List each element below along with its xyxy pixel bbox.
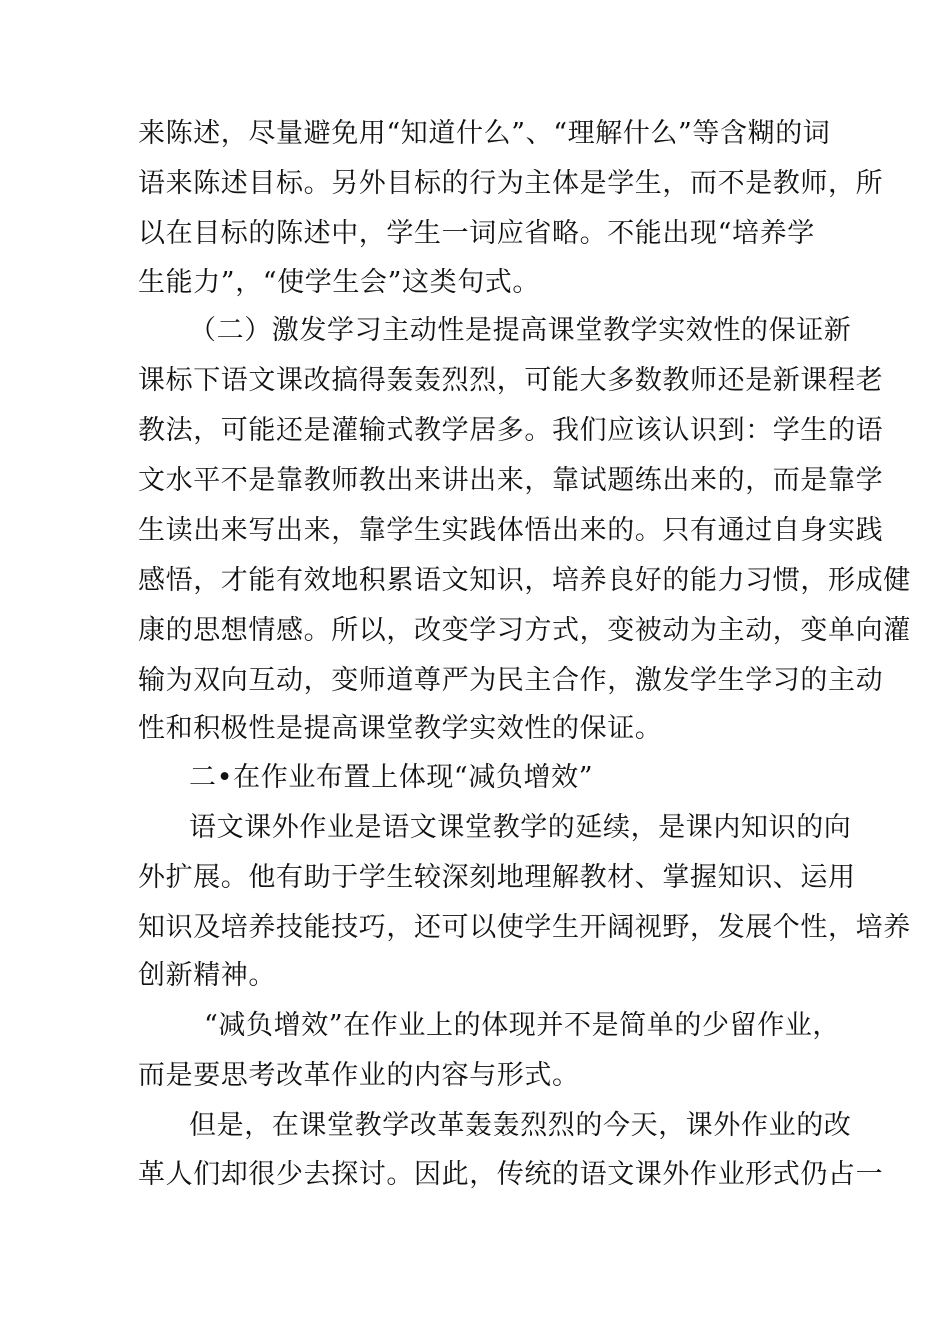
text-line: 创新精神。: [138, 960, 276, 991]
text-line: 输为双向互动，变师道尊严为民主合作，激发学生学习的主动: [138, 665, 884, 696]
text-line: 而是要思考改革作业的内容与形式。: [138, 1060, 580, 1091]
text-line: 以在目标的陈述中，学生一词应省略。不能出现“培养学: [138, 218, 815, 249]
text-line: 生能力”，“使学生会”这类句式。: [138, 267, 541, 298]
text-line: 教法，可能还是灌输式教学居多。我们应该认识到：学生的语: [138, 415, 884, 446]
text-line: 知识及培养技能技巧，还可以使学生开阔视野，发展个性，培养: [138, 912, 911, 943]
text-line: 感悟，才能有效地积累语文知识，培养良好的能力习惯，形成健: [138, 565, 911, 596]
text-line: 来陈述，尽量避免用“知道什么”、“理解什么”等含糊的词: [138, 118, 831, 149]
text-line: 文水平不是靠教师教出来讲出来，靠试题练出来的，而是靠学: [138, 465, 884, 496]
text-line: 外扩展。他有助于学生较深刻地理解教材、掌握知识、运用: [138, 862, 856, 893]
section-heading: 二•在作业布置上体现“减负增效”: [189, 762, 594, 793]
text-line: 生读出来写出来，靠学生实践体悟出来的。只有通过自身实践: [138, 515, 884, 546]
text-line: 但是，在课堂教学改革轰轰烈烈的今天，课外作业的改: [189, 1110, 852, 1141]
text-line: 革人们却很少去探讨。因此，传统的语文课外作业形式仍占一: [138, 1159, 884, 1190]
text-line: 语文课外作业是语文课堂教学的延续，是课内知识的向: [189, 812, 852, 843]
text-line: 康的思想情感。所以，改变学习方式，变被动为主动，变单向灌: [138, 615, 911, 646]
text-line: 语来陈述目标。另外目标的行为主体是学生，而不是教师，所: [138, 168, 884, 199]
text-line: 课标下语文课改搞得轰轰烈烈，可能大多数教师还是新课程老: [138, 365, 884, 396]
text-line: 性和积极性是提高课堂教学实效性的保证。: [138, 713, 663, 744]
section-heading: （二）激发学习主动性是提高课堂教学实效性的保证新: [189, 315, 852, 346]
text-line: “减负增效”在作业上的体现并不是简单的少留作业，: [204, 1010, 841, 1041]
